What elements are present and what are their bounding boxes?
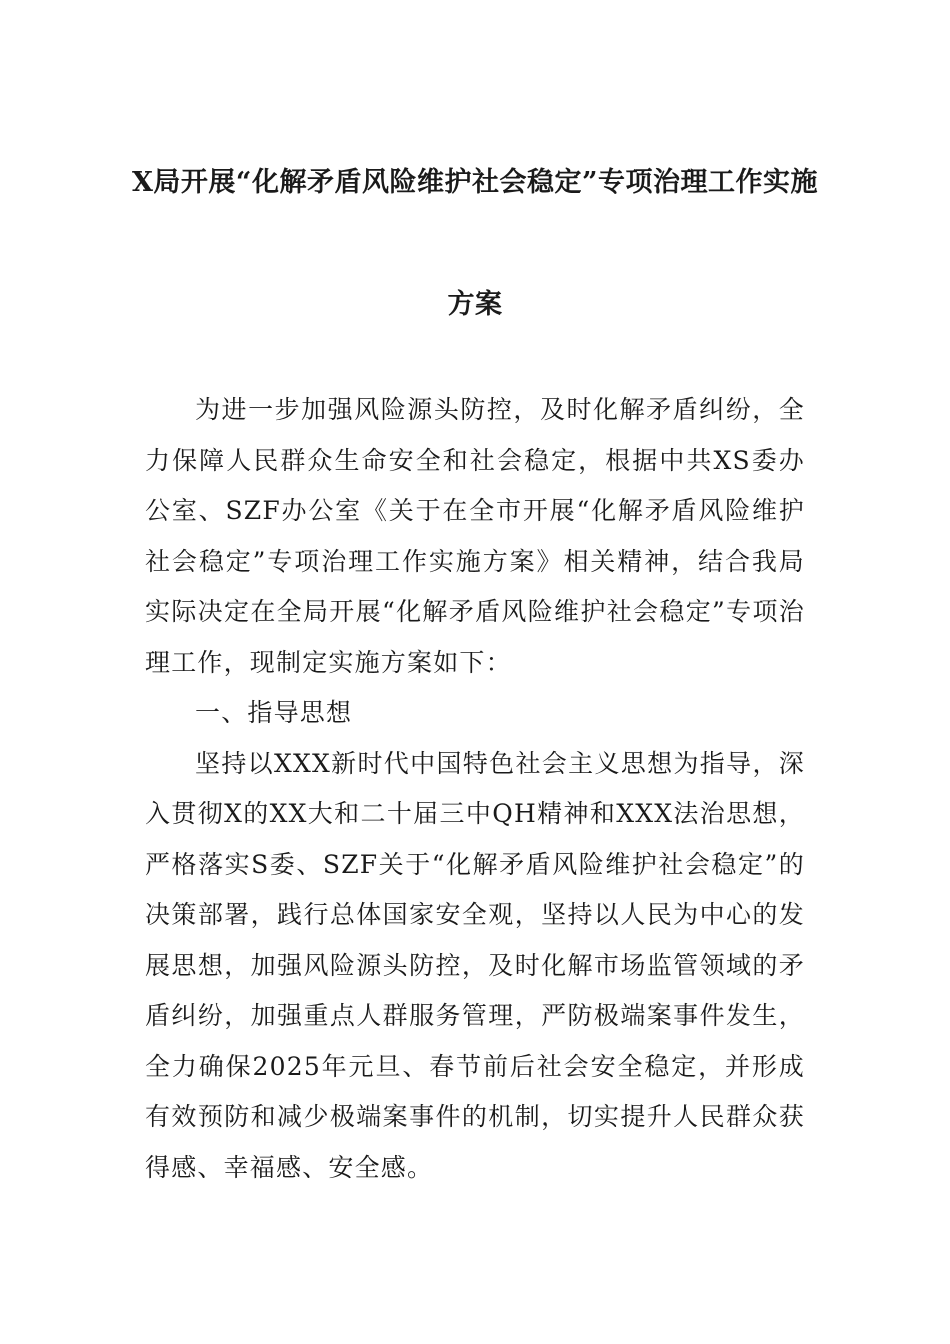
document-body [145, 385, 805, 1193]
section-paragraph-guiding-ideology: 坚持以XXX新时代中国特色社会主义思想为指导，深入贯彻X的XX大和二十届三中QH精神和XXX法治思想，严格落实S委、SZF关于“化解矛盾风险维护社会稳定”的决策部署，践行总体国家安全观，坚持以人民为中心的发展思想，加强风险源头防控，及时化解市场监管领域的矛盾纠纷，加强重点人群服务管理，严防极端案事件发生，全力确保2025年元旦、春节前后社会安全稳定，并形成有效预防和减少极端案事件的机制，切实提升人民群众获得感、幸福感、安全感。 [145, 748, 805, 1182]
intro-paragraph: 为进一步加强风险源头防控，及时化解矛盾纠纷，全力保障人民群众生命安全和社会稳定，根据中共XS委办公室、SZF办公室《关于在全市开展“化解矛盾风险维护社会稳定”专项治理工作实施方案》相关精神，结合我局实际决定在全局开展“化解矛盾风险维护社会稳定”专项治理工作，现制定实施方案如下： [145, 395, 805, 677]
document-title-line-1: X局开展“化解矛盾风险维护社会稳定”专项治理工作实施 [131, 167, 818, 198]
section-heading-guiding-ideology: 一、指导思想 [195, 698, 353, 727]
document-title-line-2: 方案 [447, 289, 503, 320]
